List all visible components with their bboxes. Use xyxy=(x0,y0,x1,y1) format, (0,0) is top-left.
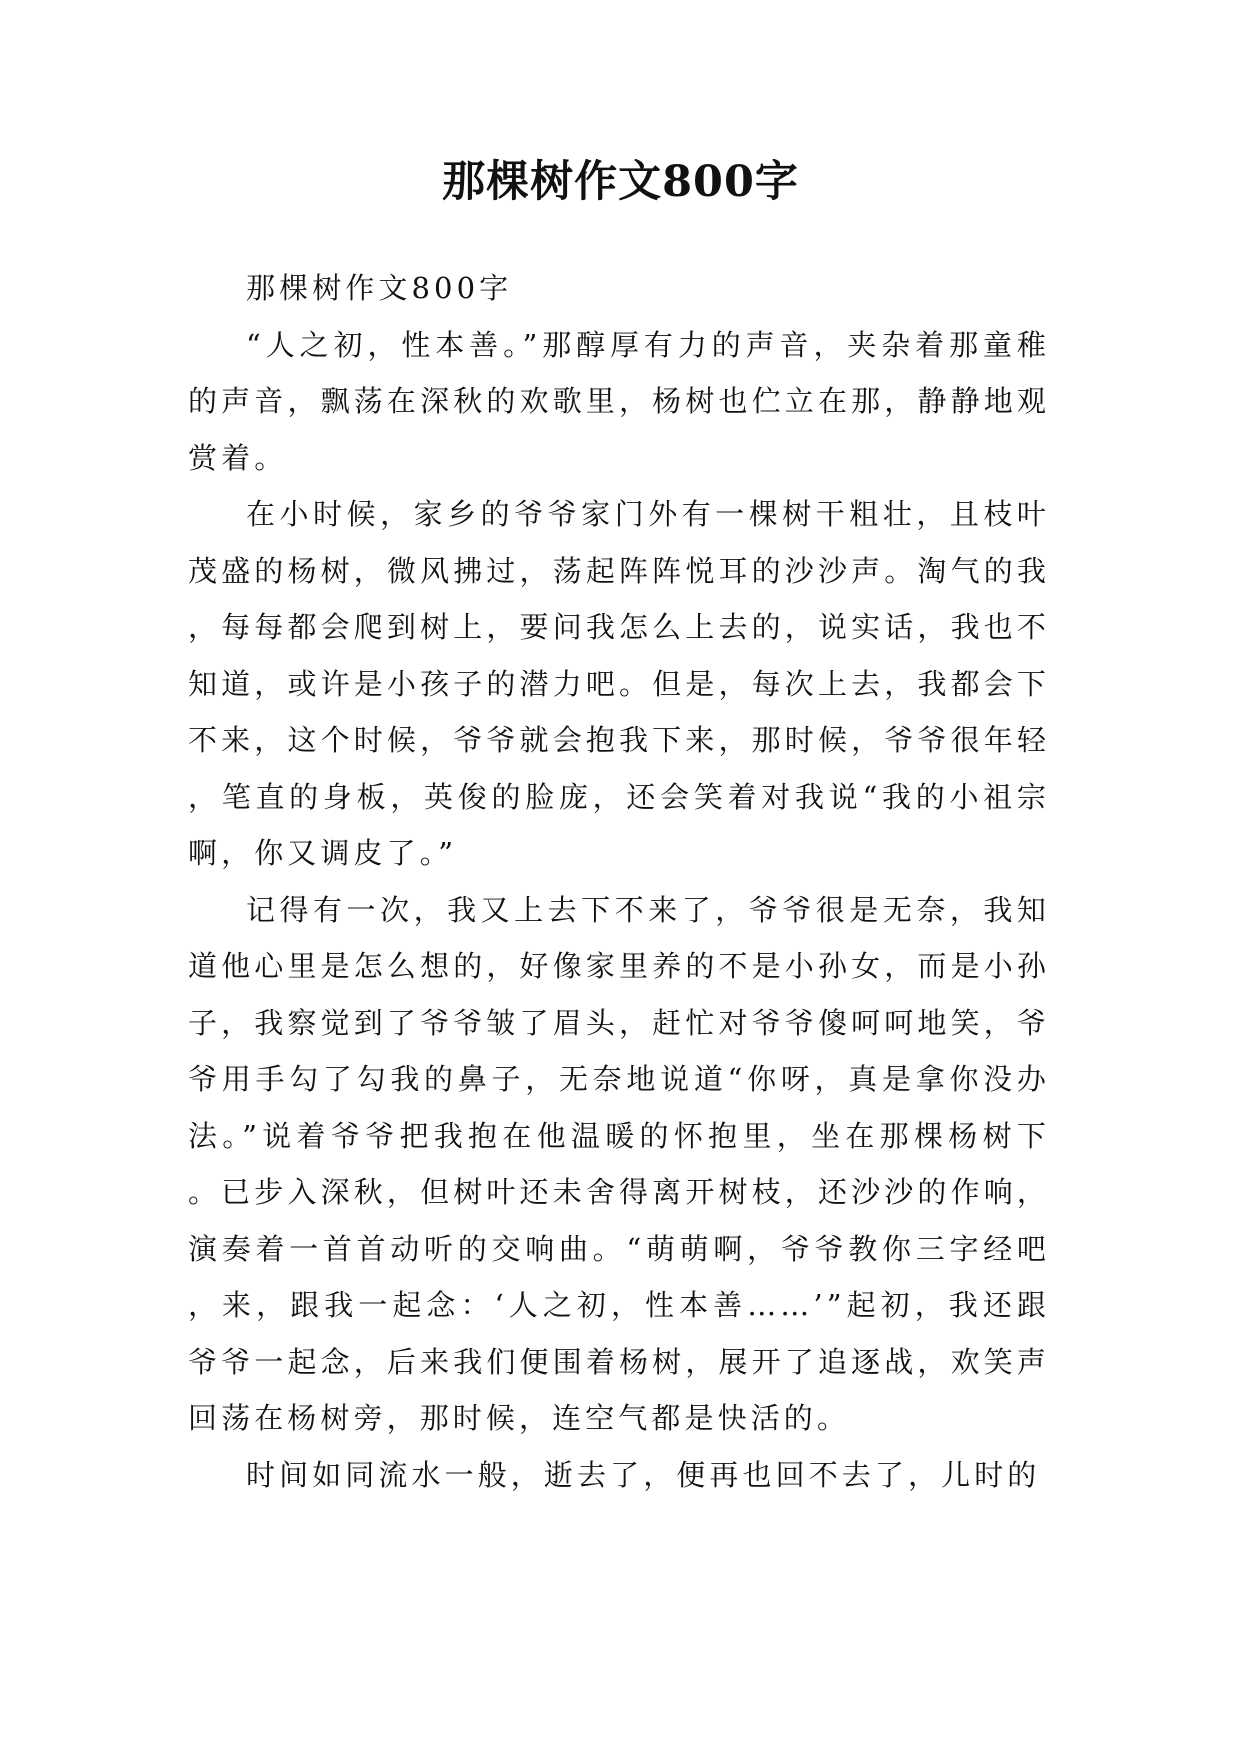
paragraph: “人之初，性本善。”那醇厚有力的声音，夹杂着那童稚的声音，飘荡在深秋的欢歌里，杨树也伫立在那，静静地观赏着。 xyxy=(188,327,1050,475)
paragraph: 在小时候，家乡的爷爷家门外有一棵树干粗壮，且枝叶茂盛的杨树，微风拂过，荡起阵阵悦耳的沙沙声。淘气的我，每每都会爬到树上，要问我怎么上去的，说实话，我也不知道，或许是小孩子的潜力吧。但是，每次上去，我都会下不来，这个时候，爷爷就会抱我下来，那时候，爷爷很年轻，笔直的身板，英俊的脸庞，还会笑着对我说“我的小祖宗啊，你又调皮了。” xyxy=(188,497,1050,870)
paragraph-subtitle: 那棵树作文800字 xyxy=(246,271,513,305)
paragraph: 记得有一次，我又上去下不来了，爷爷很是无奈，我知道他心里是怎么想的，好像家里养的不是小孙女，而是小孙子，我察觉到了爷爷皱了眉头，赶忙对爷爷傻呵呵地笑，爷爷用手勾了勾我的鼻子，无奈地说道“你呀，真是拿你没办法。”说着爷爷把我抱在他温暖的怀抱里，坐在那棵杨树下。已步入深秋，但树叶还未舍得离开树枝，还沙沙的作响，演奏着一首首动听的交响曲。“萌萌啊，爷爷教你三字经吧，来，跟我一起念：‘人之初，性本善……’”起初，我还跟爷爷一起念，后来我们便围着杨树，展开了追逐战，欢笑声回荡在杨树旁，那时候，连空气都是快活的。 xyxy=(188,892,1050,1435)
document-title: 那棵树作文800字 xyxy=(442,157,799,207)
document-body xyxy=(188,260,1050,1503)
paragraph: 时间如同流水一般，逝去了，便再也回不去了，儿时的 xyxy=(246,1457,1041,1492)
